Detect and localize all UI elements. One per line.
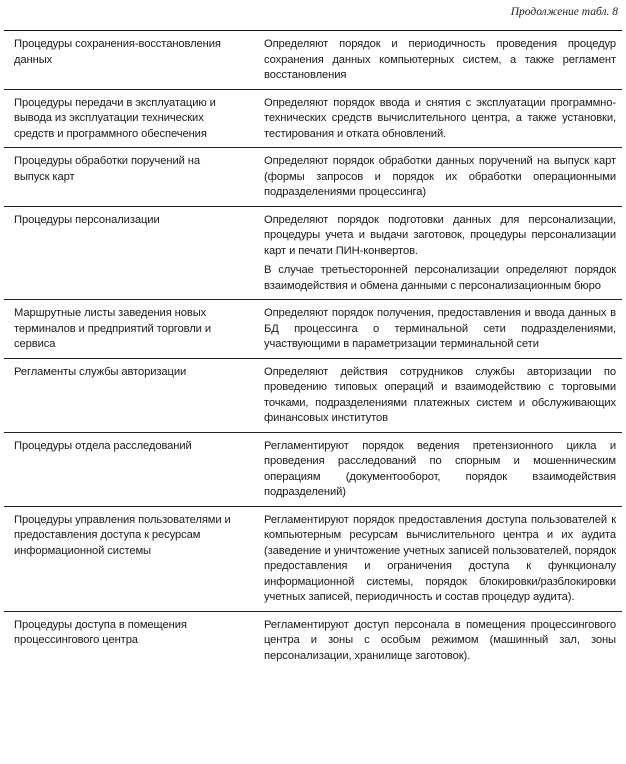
procedure-name: Процедуры передачи в эксплуатацию и вывода из эксплуатации технических средств и программного обеспечения <box>14 96 216 140</box>
procedure-description <box>242 618 622 665</box>
procedure-description <box>242 213 622 295</box>
procedure-name: Процедуры доступа в помещения процессингового центра <box>14 618 187 646</box>
table-row <box>4 507 622 612</box>
procedure-description <box>242 154 622 201</box>
procedure-description <box>242 96 622 143</box>
procedure-description <box>242 306 622 353</box>
procedure-description <box>242 37 622 84</box>
table-row <box>4 612 622 670</box>
procedure-name: Процедуры персонализации <box>14 213 160 226</box>
procedure-name: Регламенты службы авторизации <box>14 365 187 378</box>
table-caption: Продолжение табл. 8 <box>510 6 618 18</box>
procedure-description <box>242 513 622 606</box>
description-paragraph: Регламентируют порядок ведения претензионного цикла и проведения расследований по спорным и мошенническим операциям (документооборот, порядок взаимодействия подразделений) <box>264 439 616 498</box>
description-paragraph: В случае третьесторонней персонализации определяют порядок взаимодействия и обмена данными с персонализационным бюро <box>264 264 616 292</box>
description-paragraph: Определяют действия сотрудников службы авторизации по проведению типовых операций и взаимодействию с торговыми точками, подразделениями платежных систем и обслуживающих финансовых институтов <box>264 365 616 424</box>
table-row <box>4 207 622 301</box>
description-paragraph: Определяют порядок подготовки данных для персонализации, процедуры учета и выдачи заготовок, процедуры персонализации карт и печати ПИН-конвертов. <box>264 213 616 257</box>
table-row <box>4 433 622 507</box>
description-paragraph: Регламентируют доступ персонала в помещения процессингового центра и зоны с особым режимом (машинный зал, зоны персонализации, хранилище заготовок). <box>264 618 616 662</box>
procedure-name: Процедуры управления пользователями и предоставления доступа к ресурсам информационной системы <box>14 513 231 557</box>
table-row <box>4 359 622 433</box>
procedure-name: Маршрутные листы заведения новых терминалов и предприятий торговли и сервиса <box>14 307 211 350</box>
table-row <box>4 300 622 359</box>
procedure-name: Процедуры сохранения-восстановления данных <box>14 38 221 66</box>
table-row <box>4 148 622 207</box>
table-row <box>4 90 622 149</box>
procedure-name: Процедуры отдела расследований <box>14 439 192 452</box>
procedure-name: Процедуры обработки поручений на выпуск карт <box>14 155 200 183</box>
procedure-description <box>242 365 622 427</box>
procedure-description <box>242 439 622 501</box>
table-row <box>4 31 622 90</box>
description-paragraph: Определяют порядок и периодичность проведения процедур сохранения данных компьютерных систем, а также регламент восстановления <box>264 38 616 81</box>
description-paragraph: Регламентируют порядок предоставления доступа пользователей к компьютерным ресурсам вычислительного центра и их аудита (заведение и уничтожение учетных записей пользователей, порядок предоставления и ограничения доступа к функционалу информационной системы, порядок блокировки/разблокировки учетных записей, периодичность и состав процедур аудита). <box>264 513 616 603</box>
description-paragraph: Определяют порядок обработки данных поручений на выпуск карт (формы запросов и порядок их обработки операционными подразделениями процессинга) <box>264 155 616 198</box>
description-paragraph: Определяют порядок ввода и снятия с эксплуатации программно-технических средств вычислительного центра, а также установки, тестирования и отката обновлений. <box>264 96 616 140</box>
procedures-table <box>4 30 622 669</box>
description-paragraph: Определяют порядок получения, предоставления и ввода данных в БД процессинга о терминальной сети подразделениями, участвующими в параметризации терминальной сети <box>264 307 616 350</box>
